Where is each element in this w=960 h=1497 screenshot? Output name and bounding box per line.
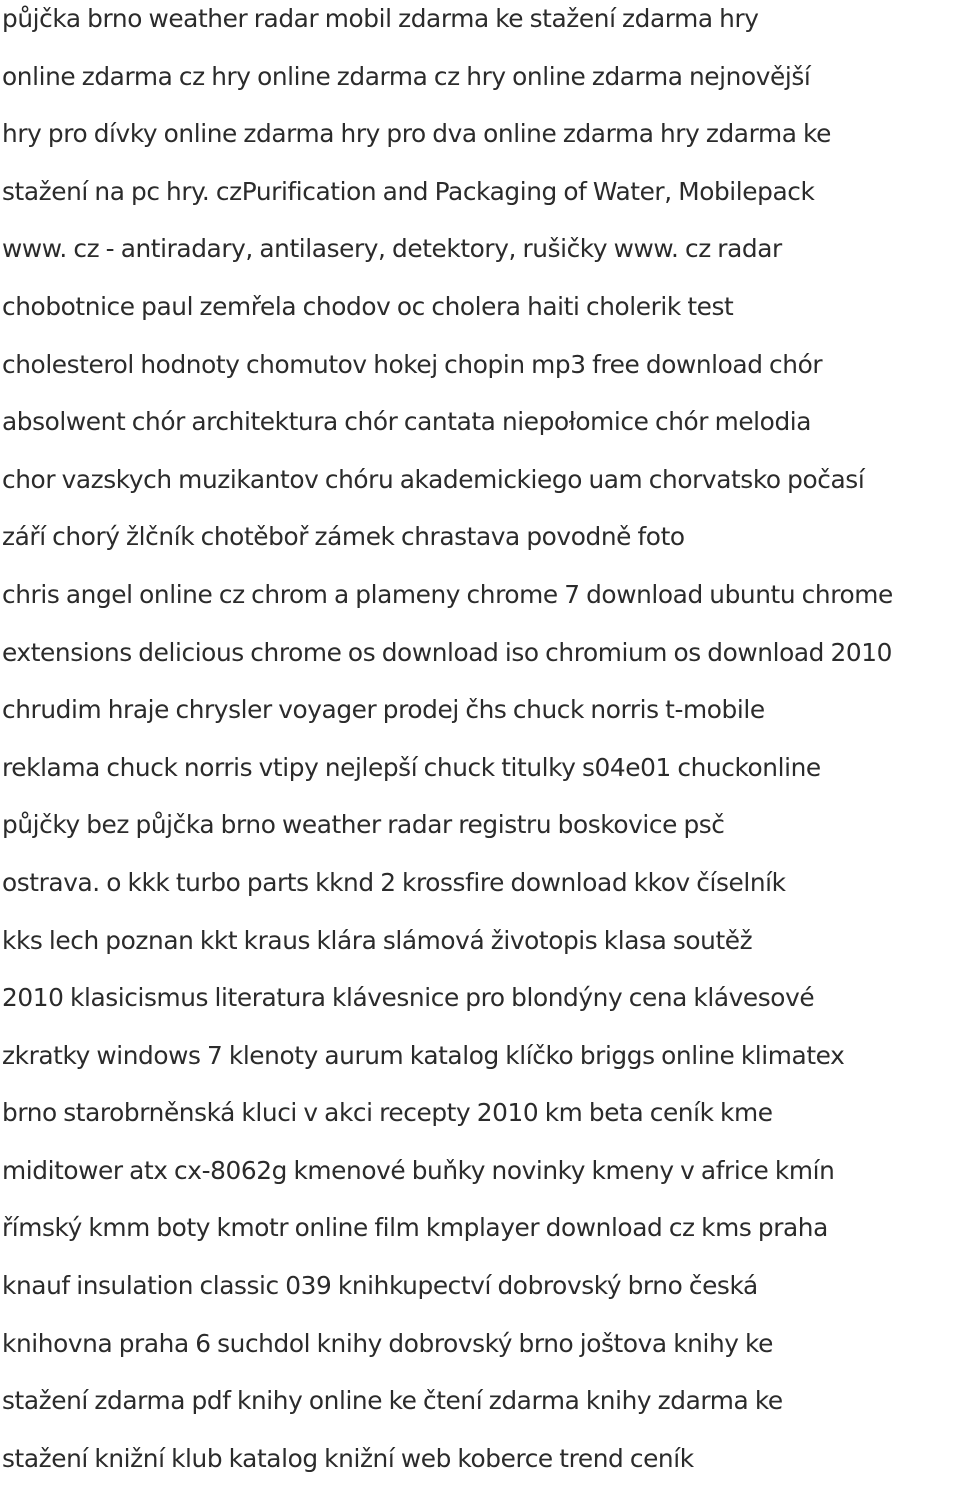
text-line: chor vazskych muzikantov chóru akademickiego uam chorvatsko počasí bbox=[2, 464, 865, 494]
text-line: chrudim hraje chrysler voyager prodej čhs chuck norris t-mobile bbox=[2, 695, 765, 725]
text-line: kks lech poznan kkt kraus klára slámová životopis klasa soutěž bbox=[2, 925, 753, 955]
text-line: www. cz - antiradary, antilasery, detektory, rušičky www. cz radar bbox=[2, 234, 782, 264]
text-line: ostrava. o kkk turbo parts kknd 2 krossfire download kkov číselník bbox=[2, 867, 786, 897]
text-line: absolwent chór architektura chór cantata niepołomice chór melodia bbox=[2, 407, 812, 437]
text-line: půjčky bez půjčka brno weather radar registru boskovice psč bbox=[2, 810, 725, 840]
text-line: půjčka brno weather radar mobil zdarma ke stažení zdarma hry bbox=[2, 4, 759, 33]
text-line: stažení zdarma pdf knihy online ke čtení zdarma knihy zdarma ke bbox=[2, 1386, 783, 1416]
text-line: hry pro dívky online zdarma hry pro dva online zdarma hry zdarma ke bbox=[2, 119, 831, 149]
text-line: chris angel online cz chrom a plameny chrome 7 download ubuntu chrome bbox=[2, 579, 893, 609]
text-line: stažení knižní klub katalog knižní web koberce trend ceník bbox=[2, 1443, 694, 1473]
text-line: 2010 klasicismus literatura klávesnice pro blondýny cena klávesové bbox=[2, 983, 815, 1013]
text-line: září chorý žlčník chotěboř zámek chrastava povodně foto bbox=[2, 522, 685, 552]
text-line: extensions delicious chrome os download iso chromium os download 2010 bbox=[2, 637, 892, 667]
text-line: římský kmm boty kmotr online film kmplayer download cz kms praha bbox=[2, 1213, 828, 1243]
text-line: knihovna praha 6 suchdol knihy dobrovský brno joštova knihy ke bbox=[2, 1328, 773, 1358]
text-line: reklama chuck norris vtipy nejlepší chuck titulky s04e01 chuckonline bbox=[2, 752, 821, 782]
text-line: miditower atx cx-8062g kmenové buňky novinky kmeny v africe kmín bbox=[2, 1155, 835, 1185]
text-line: stažení na pc hry. czPurification and Packaging of Water, Mobilepack bbox=[2, 176, 815, 206]
text-line: zkratky windows 7 klenoty aurum katalog klíčko briggs online klimatex bbox=[2, 1040, 845, 1070]
text-line: cholesterol hodnoty chomutov hokej chopin mp3 free download chór bbox=[2, 349, 823, 379]
text-line: online zdarma cz hry online zdarma cz hry online zdarma nejnovější bbox=[2, 61, 811, 91]
text-line: knauf insulation classic 039 knihkupectví dobrovský brno česká bbox=[2, 1271, 758, 1301]
text-line: chobotnice paul zemřela chodov oc cholera haiti cholerik test bbox=[2, 291, 734, 321]
text-line: brno starobrněnská kluci v akci recepty 2010 km beta ceník kme bbox=[2, 1098, 773, 1128]
